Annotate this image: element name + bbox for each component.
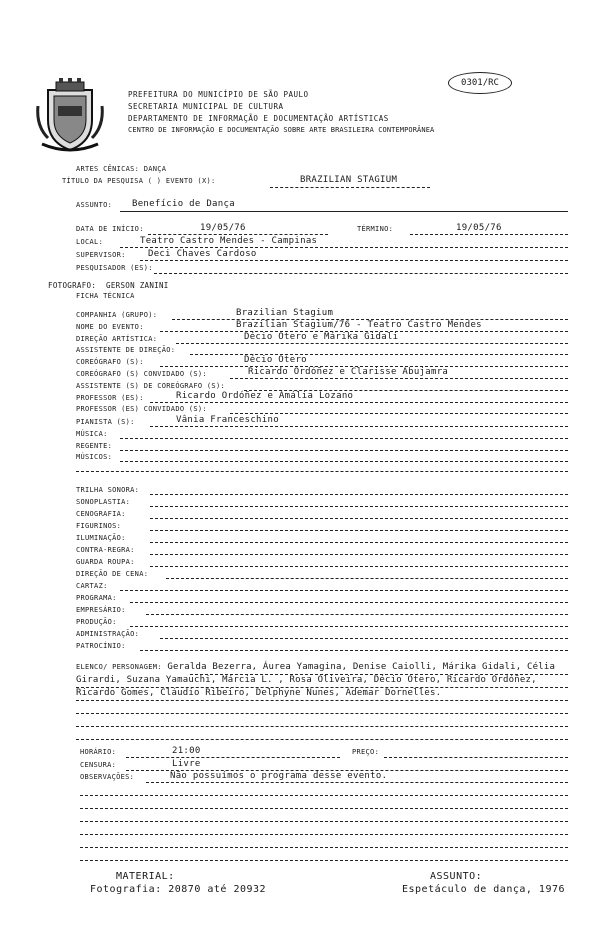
assunto-value: Benefício de Dança (132, 199, 235, 209)
companhia-value: Brazilian Stagium (236, 308, 334, 318)
professor-value: Ricardo Ordóñez e Amália Lozano (176, 391, 354, 401)
pesquisador-label: PESQUISADOR (ES): (76, 264, 153, 272)
preco-label: PREÇO: (352, 748, 380, 756)
trilha-sonora-label: TRILHA SONORA: (76, 486, 140, 494)
assunto-footer-value: Espetáculo de dança, 1976 (402, 884, 566, 895)
figurinos-label: FIGURINOS: (76, 522, 122, 530)
titulo-value: BRAZILIAN STAGIUM (300, 175, 398, 185)
material-value: Fotografia: 20870 até 20932 (90, 884, 267, 895)
coreografo-label: COREÓGRAFO (S): (76, 358, 144, 366)
data-inicio-label: DATA DE INÍCIO: (76, 225, 144, 233)
elenco-value: Geralda Bezerra, Áurea Yamagina, Denise Caiolli, Márika Gidali, Célia Girardi, Suzana Yamauchi, Márcia L. , Rosa Oliveira, Décio Otero, Ricardo Ordóñez, Ricardo Gomes, Cláudio Ribeiro, Delphyne Nunes, Ademar Dornelles. (76, 662, 556, 698)
producao-label: PRODUÇÃO: (76, 618, 117, 626)
assunto-label: ASSUNTO: (76, 201, 113, 209)
companhia-label: COMPANHIA (GRUPO): (76, 311, 158, 319)
patrocinio-label: PATROCÍNIO: (76, 642, 126, 650)
assistente-direcao-label: ASSISTENTE DE DIREÇÃO: (76, 346, 176, 354)
pianista-value: Vânia Franceschino (176, 415, 279, 425)
material-label: MATERIAL: (116, 871, 175, 882)
horario-value: 21:00 (172, 746, 201, 756)
header-line-4: CENTRO DE INFORMAÇÃO E DOCUMENTAÇÃO SOBRE ARTE BRASILEIRA CONTEMPORÂNEA (128, 126, 435, 134)
observacoes-label: OBSERVAÇÕES: (80, 773, 135, 781)
direcao-artistica-label: DIREÇÃO ARTÍSTICA: (76, 335, 158, 343)
titulo-label: TÍTULO DA PESQUISA ( ) EVENTO (X): (62, 177, 216, 185)
musicos-label: MÚSICOS: (76, 453, 113, 461)
professor-convidado-label: PROFESSOR (ES) CONVIDADO (S): (76, 405, 207, 413)
coat-of-arms-emblem (34, 76, 106, 154)
fotografo-value: GERSON ZANINI (106, 281, 169, 290)
supervisor-value: Deci Chaves Cardoso (148, 249, 257, 259)
programa-label: PROGRAMA: (76, 594, 117, 602)
header-line-1: PREFEITURA DO MUNICÍPIO DE SÃO PAULO (128, 90, 309, 99)
fotografo-label: FOTOGRAFO: (48, 281, 97, 290)
administracao-label: ADMINISTRAÇÃO: (76, 630, 140, 638)
pianista-label: PIANISTA (S): (76, 418, 135, 426)
cenografia-label: CENOGRAFIA: (76, 510, 126, 518)
assunto-footer-label: ASSUNTO: (430, 871, 483, 882)
data-inicio-value: 19/05/76 (200, 223, 246, 233)
direcao-artistica-value: Décio Otero e Márika Gidali (244, 332, 399, 342)
local-value: Teatro Castro Mendes - Campinas (140, 236, 318, 246)
direcao-cena-label: DIREÇÃO DE CENA: (76, 570, 149, 578)
document-id-stamp: 0301/RC (448, 72, 512, 94)
regente-label: REGENTE: (76, 442, 113, 450)
supervisor-label: SUPERVISOR: (76, 251, 126, 259)
guarda-roupa-label: GUARDA ROUPA: (76, 558, 135, 566)
coreografo-convidado-value: Ricardo Ordóñez e Clarisse Abujamra (248, 367, 449, 377)
header-line-3: DEPARTAMENTO DE INFORMAÇÃO E DOCUMENTAÇÃO ARTÍSTICAS (128, 114, 389, 123)
elenco-block (76, 661, 568, 700)
professor-label: PROFESSOR (ES): (76, 394, 144, 402)
termino-value: 19/05/76 (456, 223, 502, 233)
horario-label: HORÁRIO: (80, 748, 117, 756)
iluminacao-label: ILUMINAÇÃO: (76, 534, 126, 542)
area-label: ARTES CÊNICAS: DANÇA (76, 165, 167, 173)
elenco-label: ELENCO/ PERSONAGEM: (76, 663, 162, 671)
termino-label: TÉRMINO: (357, 225, 394, 233)
header-line-2: SECRETARIA MUNICIPAL DE CULTURA (128, 102, 284, 111)
censura-value: Livre (172, 759, 201, 769)
cartaz-label: CARTAZ: (76, 582, 108, 590)
local-label: LOCAL: (76, 238, 104, 246)
coreografo-convidado-label: COREÓGRAFO (S) CONVIDADO (S): (76, 370, 207, 378)
ficha-tecnica-label: FICHA TÉCNICA (76, 292, 135, 300)
nome-evento-value: Brazilian Stagium/76 - Teatro Castro Mendes (236, 320, 482, 330)
contra-regra-label: CONTRA-REGRA: (76, 546, 135, 554)
censura-label: CENSURA: (80, 761, 117, 769)
nome-evento-label: NOME DO EVENTO: (76, 323, 144, 331)
observacoes-value: Não possuímos o programa desse evento. (170, 771, 388, 781)
musica-label: MÚSICA: (76, 430, 108, 438)
coreografo-value: Décio Otero (244, 355, 307, 365)
empresario-label: EMPRESÁRIO: (76, 606, 126, 614)
assistente-coreografo-label: ASSISTENTE (S) DE COREÓGRAFO (S): (76, 382, 225, 390)
sonoplastia-label: SONOPLASTIA: (76, 498, 131, 506)
